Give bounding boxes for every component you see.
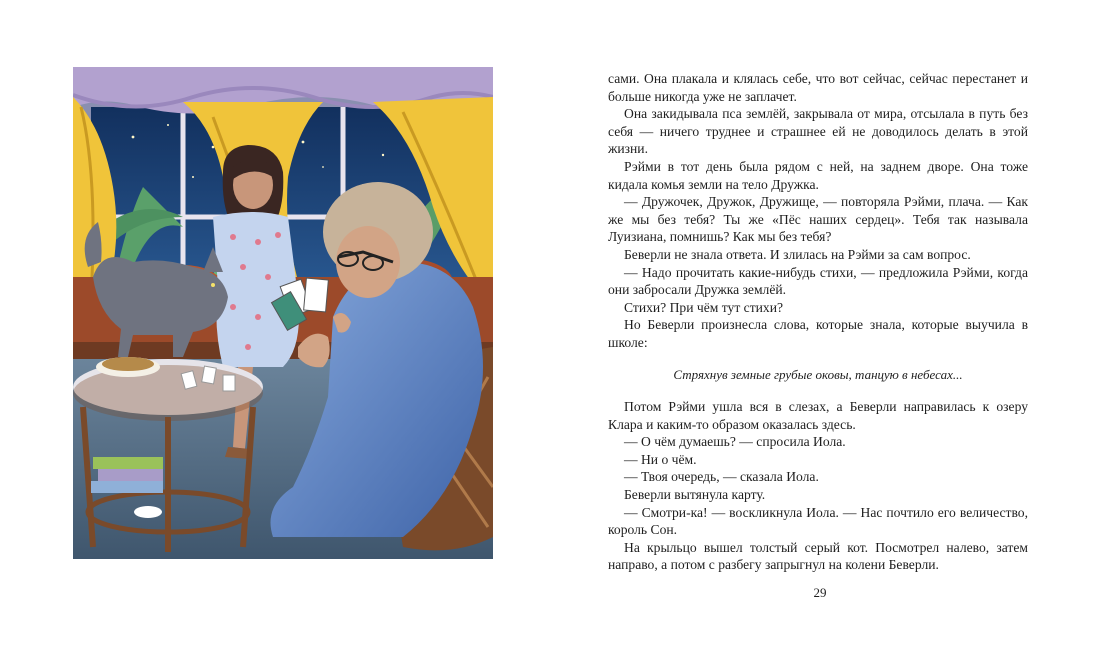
paragraph: — Смотри-ка! — воскликнула Иола. — Нас почтило его величество, король Сон. xyxy=(608,504,1028,538)
paragraph: Беверли не знала ответа. И злилась на Рэйми за сам вопрос. xyxy=(624,246,971,262)
paragraph: — Дружочек, Дружок, Дружище, — повторяла Рэйми, плача. — Как же мы без тебя? Ты же «Пёс наших сердец». Тебя так называла Луизиана, помнишь? Как мы без тебя? xyxy=(608,194,1028,245)
verse-quote: Стряхнув земные грубые оковы, танцую в небесах... xyxy=(673,366,963,382)
paragraph: — Надо прочитать какие-нибудь стихи, — предложила Рэйми, когда они забросали Дружка землёй. xyxy=(608,264,1028,298)
illustration-artwork xyxy=(73,67,493,559)
paragraph: — Ни о чём. xyxy=(624,451,697,467)
paragraph: Потом Рэйми ушла вся в слезах, а Беверли направилась к озеру Клара и каким-то образом оказалась здесь. xyxy=(608,399,1028,432)
paragraph: На крыльцо вышел толстый серый кот. Посмотрел налево, затем направо, а потом с разбегу запрыгнул на колени Беверли. xyxy=(608,539,1028,573)
paragraph: — Твоя очередь, — сказала Иола. xyxy=(624,469,819,485)
paragraph: — О чём думаешь? — спросила Иола. xyxy=(624,434,846,450)
page-number: 29 xyxy=(813,585,827,600)
book-illustration xyxy=(73,67,493,559)
paragraph: сами. Она плакала и клялась себе, что вот сейчас, сейчас перестанет и больше никогда уже не заплачет. xyxy=(608,71,1028,104)
page-text xyxy=(608,70,1028,574)
paragraph: Но Беверли произнесла слова, которые знала, которые выучила в школе: xyxy=(608,317,1028,350)
paragraph: Она закидывала пса землёй, закрывала от мира, отсылала в путь без себя — ничего труднее и страшнее ей не доводилось делать в этой жизни. xyxy=(608,106,1028,157)
paragraph: Беверли вытянула карту. xyxy=(624,487,766,503)
paragraph: Стихи? При чём тут стихи? xyxy=(624,299,784,315)
paragraph: Рэйми в тот день была рядом с ней, на заднем дворе. Она тоже кидала комья земли на тело Дружка. xyxy=(608,158,1028,192)
